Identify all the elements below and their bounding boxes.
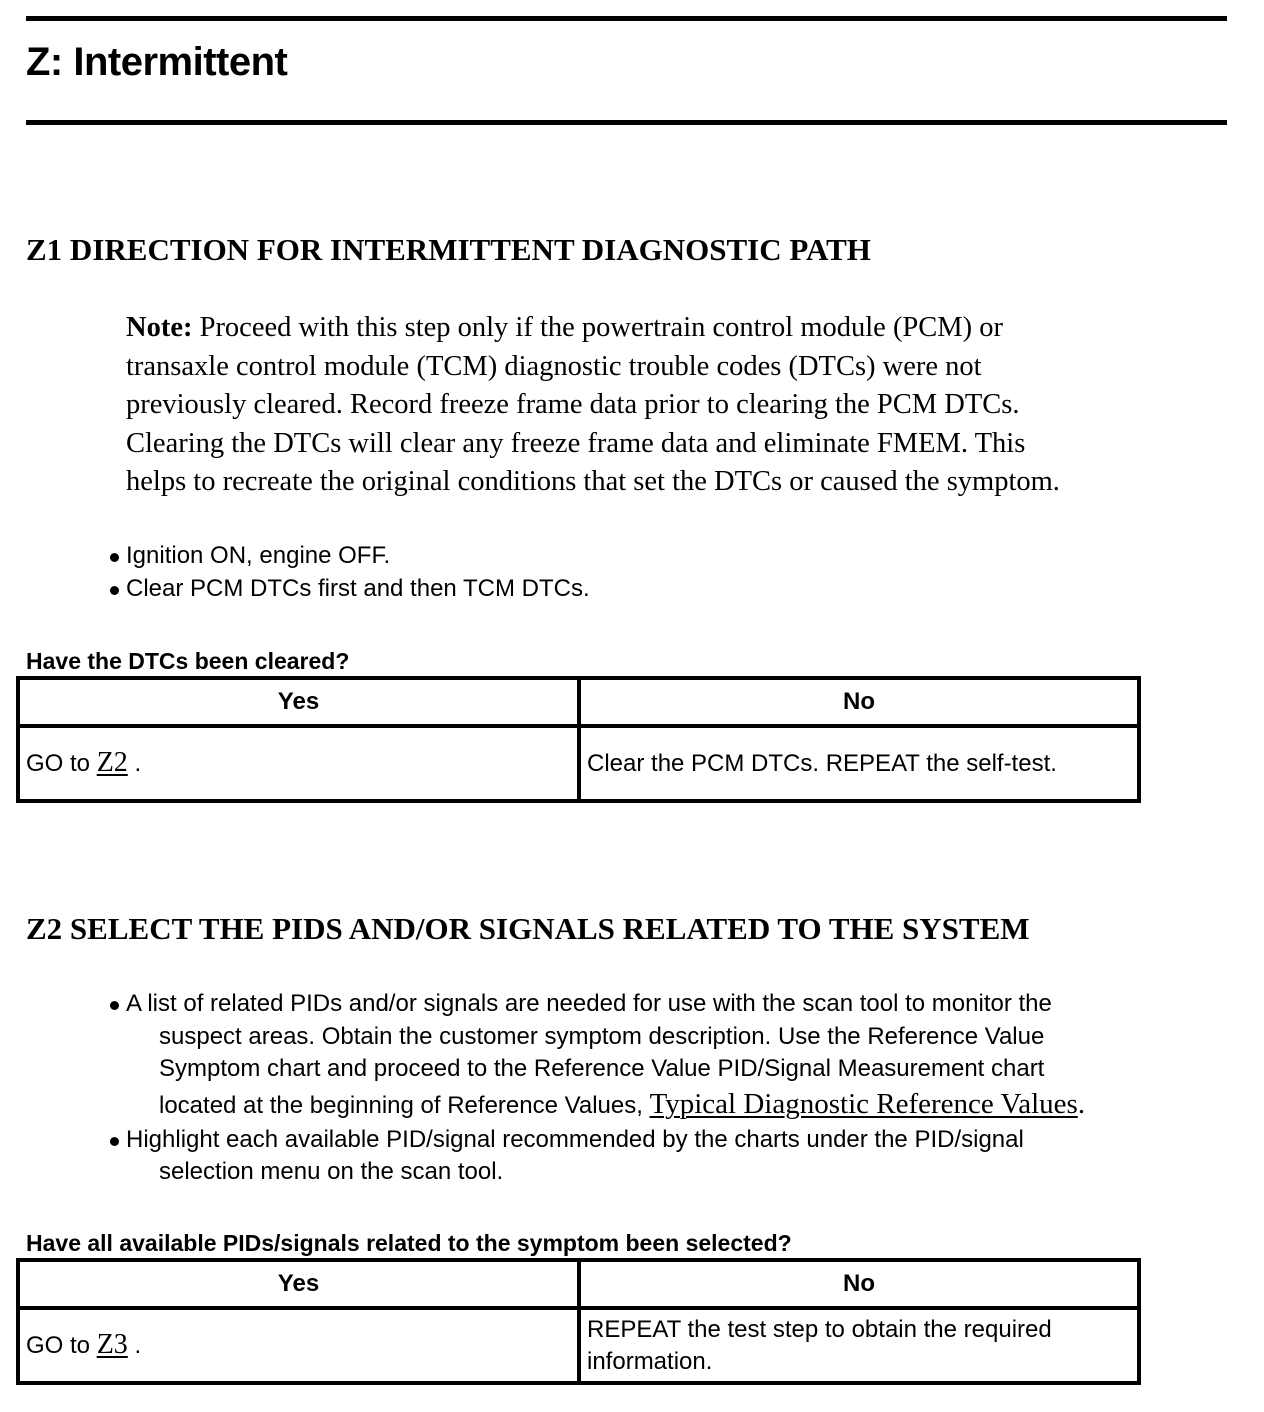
step-z2-question: Have all available PIDs/signals related to the symptom been selected? (26, 1230, 792, 1256)
step-z2-bullet-list (108, 988, 1085, 1189)
no-column-header: No (579, 678, 1139, 726)
yes-action-suffix: . (127, 1332, 142, 1359)
list-item (108, 988, 1085, 1124)
no-action-cell: Clear the PCM DTCs. REPEAT the self-test. (579, 726, 1139, 801)
bullet-icon (110, 586, 119, 595)
note-label: Note: (126, 312, 193, 343)
list-item (108, 540, 590, 573)
list-item-text: Clear PCM DTCs first and then TCM DTCs. (126, 574, 590, 602)
note-line-5: helps to recreate the original conditions that set the DTCs or caused the symptom. (126, 466, 1060, 497)
bullet-icon (110, 1001, 119, 1010)
typical-diagnostic-reference-values-link[interactable]: Typical Diagnostic Reference Values (649, 1087, 1078, 1120)
step-z1-question: Have the DTCs been cleared? (26, 648, 350, 674)
no-action-cell: REPEAT the test step to obtain the required information. (579, 1308, 1139, 1383)
yes-column-header: Yes (18, 1260, 579, 1308)
step-z1-yes-no-table (16, 676, 1141, 803)
yes-action-cell (18, 726, 579, 801)
step-z1-bullet-list (108, 540, 590, 605)
yes-action-suffix: . (127, 750, 142, 777)
list-item (108, 573, 590, 606)
table-row (18, 1308, 1139, 1383)
step-z1-heading: Z1 DIRECTION FOR INTERMITTENT DIAGNOSTIC PATH (26, 232, 871, 267)
reference-prefix: located at the beginning of Reference Values, (159, 1091, 650, 1119)
list-item-text: Highlight each available PID/signal recommended by the charts under the PID/signal (126, 1125, 1024, 1153)
table-row (18, 726, 1139, 801)
note-line-2: transaxle control module (TCM) diagnostic trouble codes (DTCs) were not (126, 350, 982, 382)
yes-action-cell (18, 1308, 579, 1383)
list-item (108, 1124, 1085, 1189)
table-header-row (18, 678, 1139, 726)
list-item-continuation: Symptom chart and proceed to the Reference Value PID/Signal Measurement chart (159, 1055, 1045, 1082)
reference-suffix: . (1077, 1087, 1086, 1120)
no-column-header: No (579, 1260, 1139, 1308)
note-line-3: previously cleared. Record freeze frame data prior to clearing the PCM DTCs. (126, 389, 1020, 420)
title-underline-rule (26, 120, 1227, 125)
list-item-continuation: selection menu on the scan tool. (159, 1158, 504, 1185)
yes-action-prefix: GO to (26, 1332, 97, 1359)
page-title: Z: Intermittent (26, 40, 288, 84)
note-line-1 (126, 309, 1236, 348)
goto-z2-link[interactable]: Z2 (96, 747, 128, 778)
list-item-continuation (126, 1086, 1085, 1124)
note-line-4: Clearing the DTCs will clear any freeze frame data and eliminate FMEM. This (126, 427, 1026, 459)
step-z1-note (126, 309, 1236, 502)
yes-action-prefix: GO to (26, 750, 97, 777)
step-z2-heading: Z2 SELECT THE PIDS AND/OR SIGNALS RELATED TO THE SYSTEM (26, 911, 1030, 946)
list-item-text: A list of related PIDs and/or signals are needed for use with the scan tool to monitor the (126, 990, 1052, 1017)
step-z2-yes-no-table (16, 1258, 1141, 1385)
list-item-continuation: suspect areas. Obtain the customer symptom description. Use the Reference Value (159, 1022, 1045, 1050)
top-horizontal-rule (26, 16, 1227, 21)
table-header-row (18, 1260, 1139, 1308)
note-text: Proceed with this step only if the powertrain control module (PCM) or (192, 312, 1003, 343)
bullet-icon (110, 1137, 119, 1146)
goto-z3-link[interactable]: Z3 (96, 1329, 128, 1360)
list-item-text: Ignition ON, engine OFF. (126, 542, 391, 569)
bullet-icon (110, 553, 119, 562)
yes-column-header: Yes (18, 678, 579, 726)
